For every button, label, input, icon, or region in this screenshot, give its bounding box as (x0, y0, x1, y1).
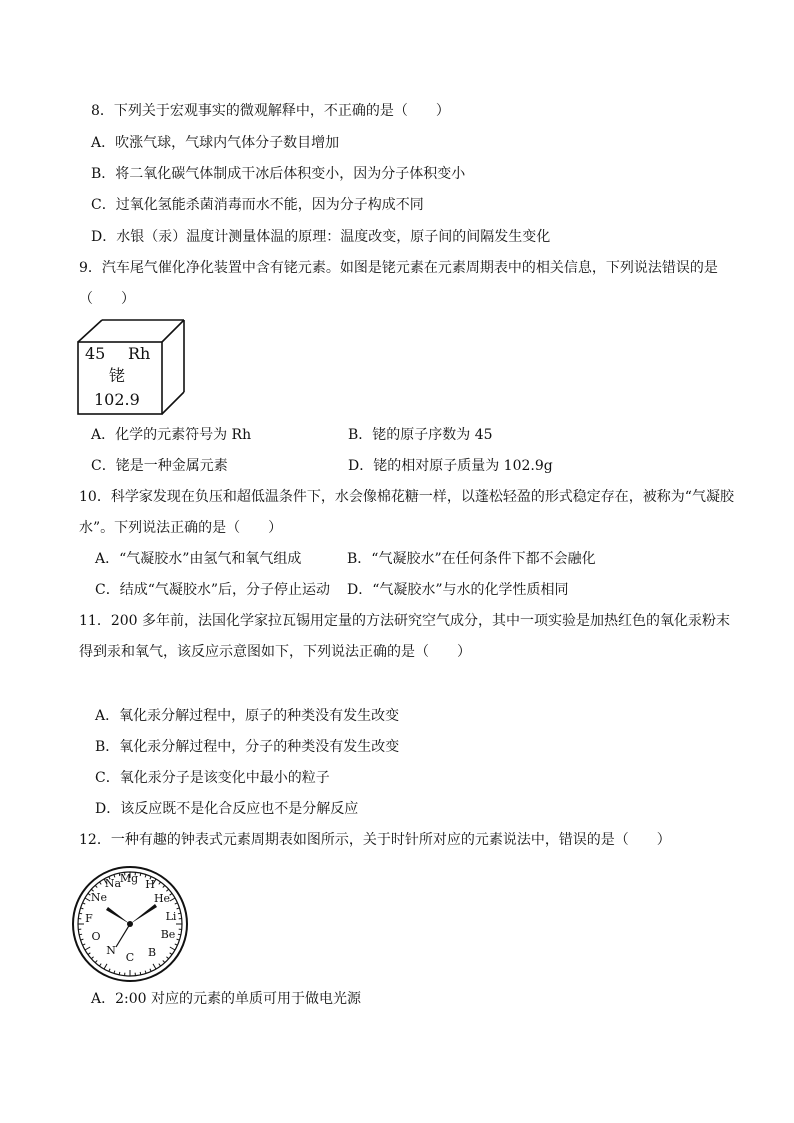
q8-stem: 8．下列关于宏观事实的微观解释中，不正确的是（ ） (91, 103, 450, 119)
clock-label-ne: Ne (90, 891, 108, 904)
element-mass: 102.9 (94, 390, 140, 409)
clock-tick (79, 934, 82, 935)
clock-tick (140, 972, 141, 975)
clock-label-c: C (125, 951, 135, 964)
q12-option-a: A．2:00 对应的元素的单质可用于做电光源 (91, 991, 361, 1007)
clock-center-pin (127, 921, 133, 927)
q8-option-c: C．过氧化氢能杀菌消毒而水不能，因为分子构成不同 (91, 197, 424, 213)
element-number: 45 (85, 344, 106, 363)
clock-tick (79, 913, 82, 914)
q10-option-b: B．“气凝胶水”在任何条件下都不会融化 (347, 551, 596, 567)
clock-label-h: H (145, 878, 155, 891)
clock-tick (178, 913, 181, 914)
q9-stem-line2: （ ） (79, 291, 135, 307)
q8-option-a: A．吹涨气球，气球内气体分子数目增加 (91, 135, 340, 151)
element-symbol: Rh (128, 344, 151, 363)
q9-option-b: B．铑的原子序数为 45 (348, 427, 493, 443)
clock-label-o: O (91, 930, 101, 943)
q10-stem-line1: 10．科学家发现在负压和超低温条件下，水会像棉花糖一样，以蓬松轻盈的形式稳定存在，被称为“气凝胶 (79, 489, 734, 505)
q8-option-d: D．水银（汞）温度计测量体温的原理：温度改变，原子间的间隔发生变化 (91, 229, 551, 245)
clock-label-b: B (147, 946, 157, 959)
clock-label-na: Na (104, 877, 122, 890)
clock-label-li: Li (165, 910, 177, 923)
clock-label-he: He (153, 892, 171, 905)
q10-option-d: D．“气凝胶水”与水的化学性质相同 (347, 582, 569, 598)
q11-option-c: C．氧化汞分子是该变化中最小的粒子 (95, 770, 330, 786)
element-name: 铑 (109, 366, 126, 385)
clock-tick (119, 972, 120, 975)
q9-option-a: A．化学的元素符号为 Rh (91, 427, 252, 443)
q10-option-a: A．“气凝胶水”由氢气和氧气组成 (95, 551, 302, 567)
q11-option-a: A．氧化汞分解过程中，原子的种类没有发生改变 (95, 708, 400, 724)
clock-label-n: N (106, 944, 116, 957)
q10-stem-line2: 水”。下列说法正确的是（ ） (79, 520, 283, 536)
q11-option-b: B．氧化汞分解过程中，分子的种类没有发生改变 (95, 739, 400, 755)
clock-label-be: Be (160, 928, 176, 941)
q11-option-d: D．该反应既不是化合反应也不是分解反应 (95, 801, 359, 817)
q8-option-b: B．将二氧化碳气体制成干冰后体积变小，因为分子体积变小 (91, 166, 466, 182)
q11-stem-line1: 11．200 多年前，法国化学家拉瓦锡用定量的方法研究空气成分，其中一项实验是加热红色的氧化汞粉末 (79, 613, 730, 629)
q9-option-d: D．铑的相对原子质量为 102.9g (348, 458, 553, 474)
q12-stem: 12．一种有趣的钟表式元素周期表如图所示，关于时针所对应的元素说法中，错误的是（ ） (79, 832, 671, 848)
q11-stem-line2: 得到汞和氧气，该反应示意图如下，下列说法正确的是（ ） (79, 644, 471, 660)
q9-stem-line1: 9．汽车尾气催化净化装置中含有铑元素。如图是铑元素在元素周期表中的相关信息，下列说法错误的是 (79, 260, 718, 276)
q10-option-c: C．结成“气凝胶水”后，分子停止运动 (95, 582, 331, 598)
clock-label-f: F (85, 912, 93, 925)
clock-tick (140, 873, 141, 876)
element-clock-diagram (71, 865, 189, 983)
clock-label-mg: Mg (119, 872, 139, 885)
clock-tick (178, 934, 181, 935)
element-card-rhodium (76, 318, 186, 418)
q9-option-c: C．铑是一种金属元素 (91, 458, 228, 474)
